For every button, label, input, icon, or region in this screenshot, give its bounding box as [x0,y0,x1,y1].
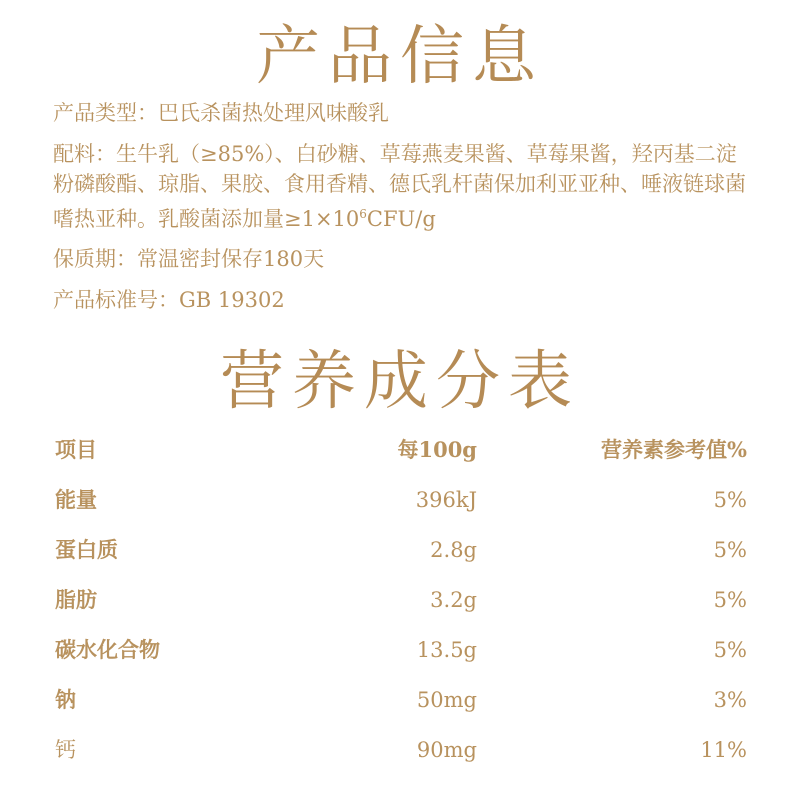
row-nrv: 5% [713,488,747,512]
row-per100g: 90mg [416,738,477,762]
table-row [55,480,747,530]
nutrition-title: 营养成分表 [220,345,580,419]
header-item: 项目 [55,437,97,462]
row-item: 碳水化合物 [55,637,160,662]
row-item: 能量 [55,487,97,512]
row-nrv: 3% [713,688,747,712]
row-per100g: 2.8g [430,538,477,562]
table-row [55,580,747,630]
row-per100g: 396kJ [415,488,477,512]
row-per100g: 13.5g [416,638,477,662]
header-per100g: 每100g [397,437,477,462]
product-info-section [53,98,753,326]
row-item: 钙 [55,738,76,762]
row-item: 蛋白质 [55,537,118,562]
ingredients-exponent: 6 [359,207,367,221]
row-per100g: 3.2g [430,588,477,612]
table-row [55,530,747,580]
ingredients-line [53,139,753,234]
row-item: 钠 [55,687,76,712]
row-nrv: 5% [713,638,747,662]
product-info-title: 产品信息 [256,20,544,94]
row-nrv: 5% [713,588,747,612]
row-nrv: 11% [700,738,747,762]
table-row [55,680,747,730]
row-nrv: 5% [713,538,747,562]
shelf-life-line: 保质期：常温密封保存180天 [53,247,325,271]
nutrition-table [55,430,747,780]
standard-line: 产品标准号：GB 19302 [53,288,285,312]
header-nrv: 营养素参考值% [601,437,747,462]
table-row [55,730,747,780]
ingredients-unit: CFU/g [366,207,436,231]
ingredients-text: 配料：生牛乳（≥85%）、白砂糖、草莓燕麦果酱、草莓果酱，羟丙基二淀粉磷酸酯、琼脂、果胶、食用香精、德氏乳杆菌保加利亚亚种、唾液链球菌嗜热亚种。乳酸菌添加量≥1×10 [53,142,746,231]
product-type-line: 产品类型：巴氏杀菌热处理风味酸乳 [53,101,389,125]
row-item: 脂肪 [55,587,97,612]
row-per100g: 50mg [416,688,477,712]
table-row [55,630,747,680]
nutrition-header-row [55,430,747,480]
